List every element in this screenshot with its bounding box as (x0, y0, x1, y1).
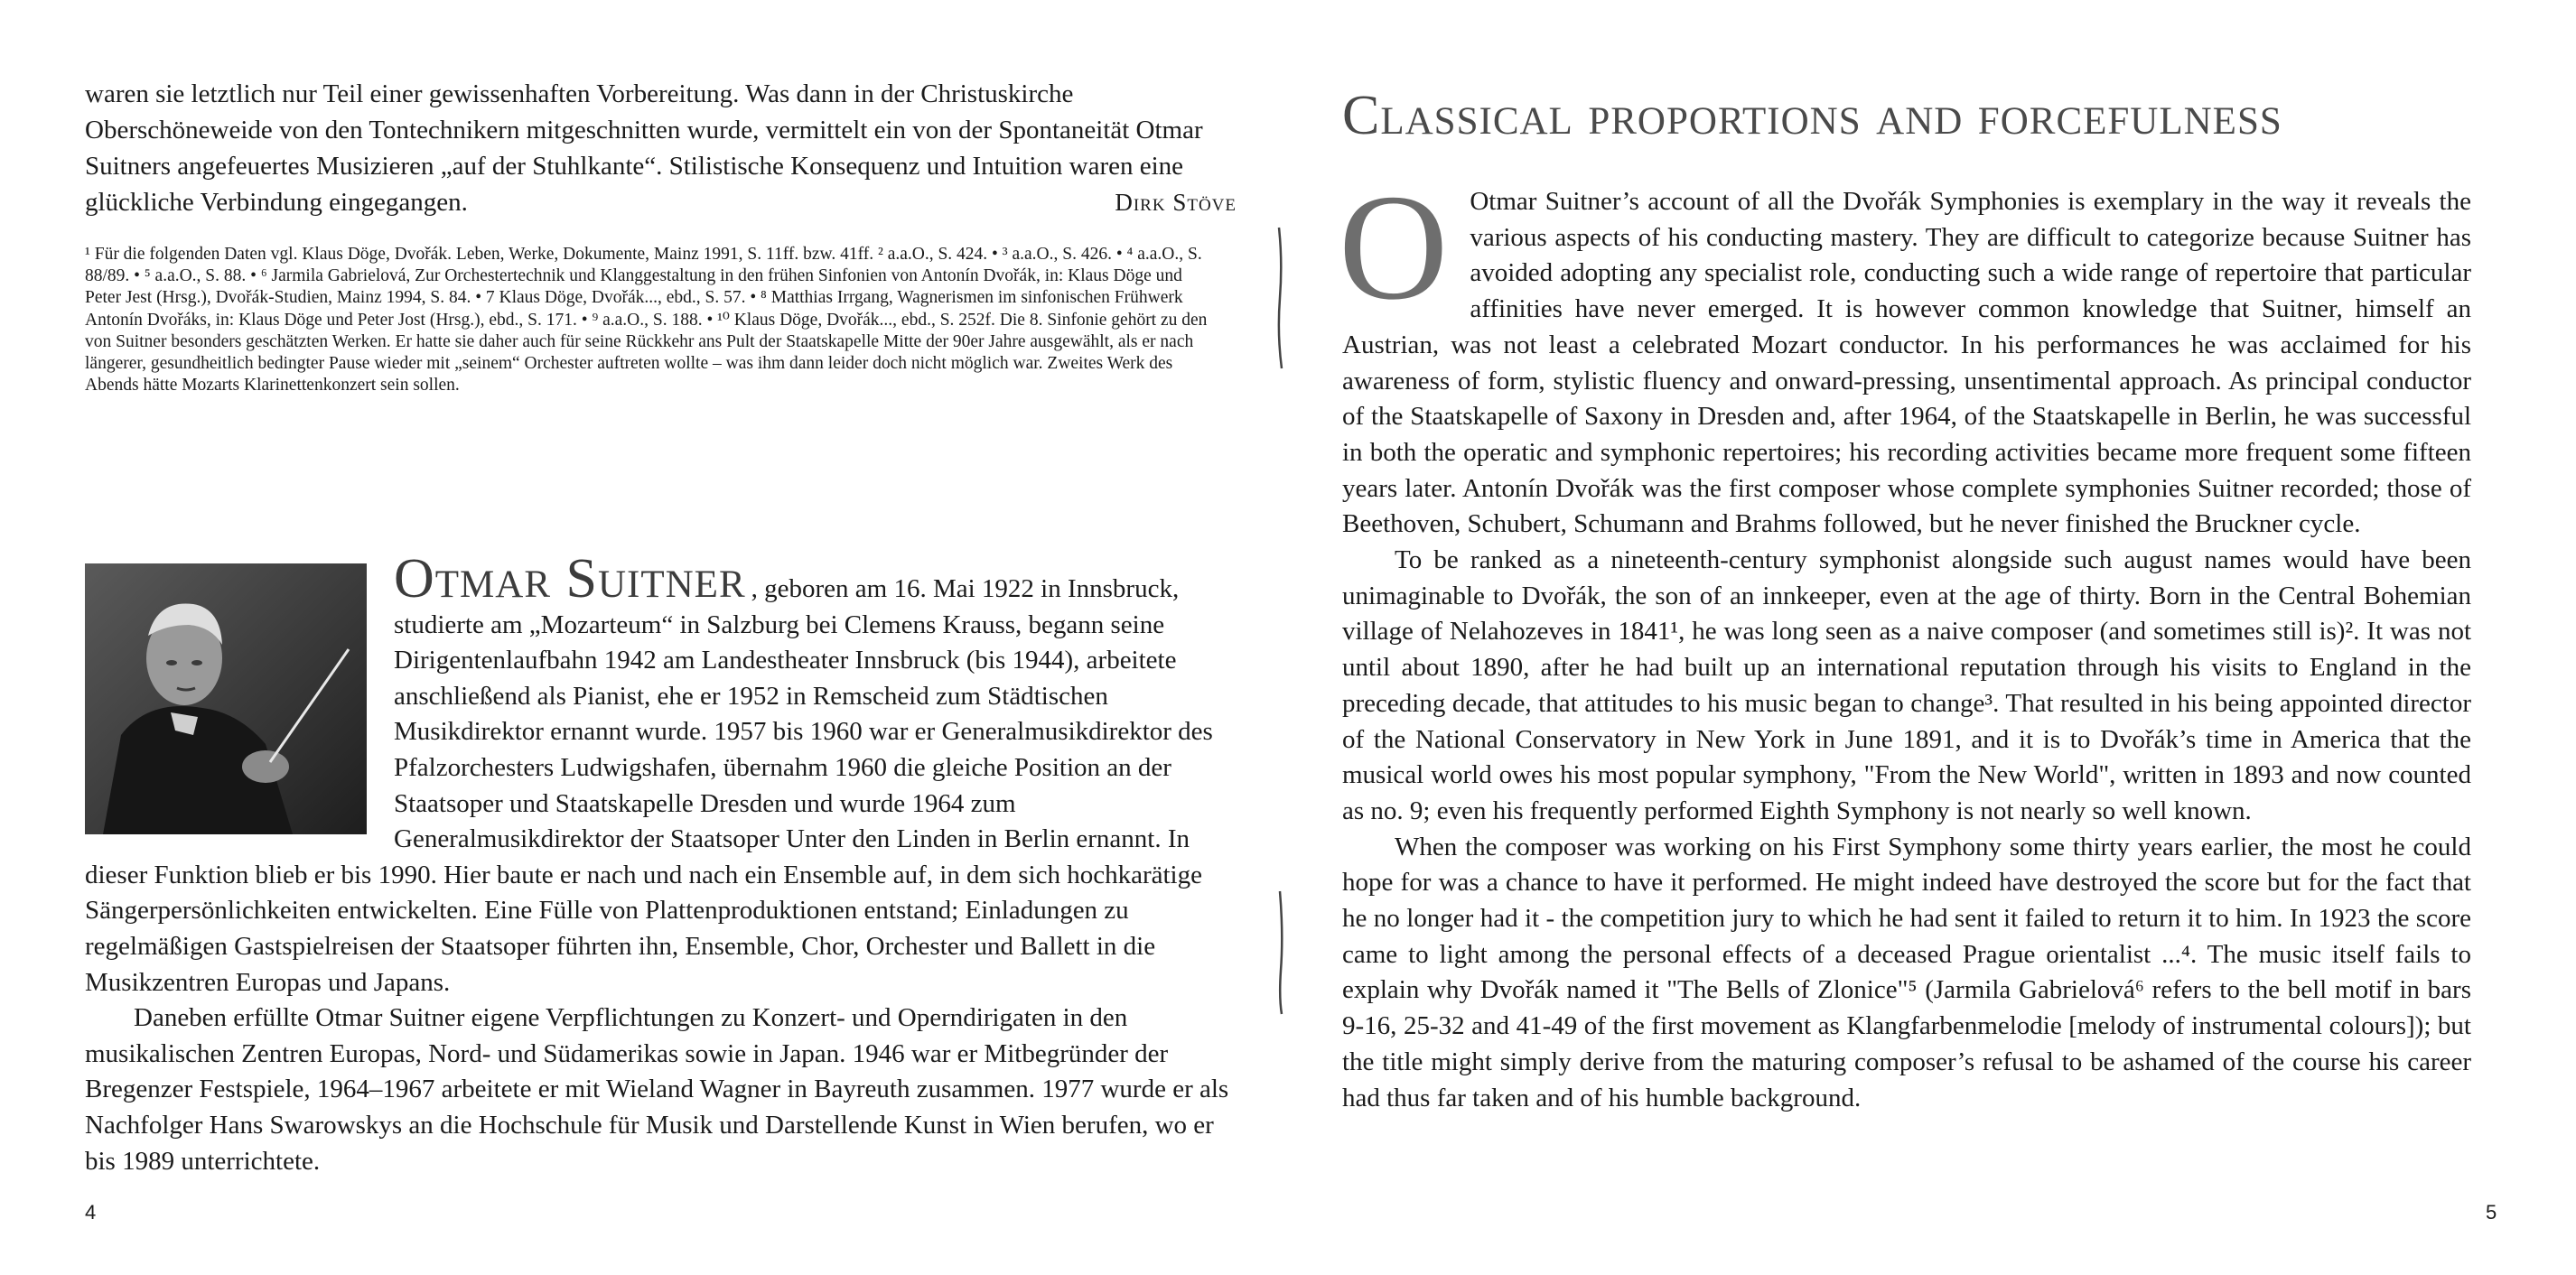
essay-paragraph-1 (1339, 163, 2471, 543)
carry-over-paragraph (85, 76, 1237, 220)
carry-over-text: waren sie letztlich nur Teil einer gewissenhaften Vorbereitung. Was dann in der Christuskirche Oberschöneweide von den Tontechnikern mitgeschnitten wurde, vermittelt ein von der Spontaneität Otmar Suitners angefeuertes Musizieren „auf der Stuhlkante“. Stilistische Konsequenz und Intuition waren eine glückliche Verbindung eingegangen. (85, 79, 1203, 217)
binding-mark-lower (1275, 889, 1286, 1016)
conductor-portrait-photo (85, 563, 367, 834)
essay-paragraph-1-text: Otmar Suitner’s account of all the Dvořák Symphonies is exemplary in the way it reveals the various aspects of his conducting mastery. They are difficult to categorize because Suitner has avoided adopting any specialist role, conducting such a wide range of repertoire that particular affinities have never emerged. It is however common knowledge that Suitner, himself an Austrian, was not least a celebrated Mozart conductor. In his performances he was acclaimed for his awareness of form, stylistic fluency and onward-pressing, unsentimental approach. As principal conductor of the Staatskapelle of Saxony in Dresden and, after 1964, of the Staatskapelle in Berlin, he was successful in both the operatic and symphonic repertoires; his recording activities became more frequent some fifteen years later. Antonín Dvořák was the first composer whose complete symphonies Suitner recorded; those of Beethoven, Schubert, Schumann and Brahms followed, but he never finished the Bruckner cycle. (1342, 187, 2471, 539)
bio-name: Otmar Suitner (394, 548, 746, 610)
right-page (1288, 0, 2576, 1275)
bio-paragraph-2: Daneben erfüllte Otmar Suitner eigene Verpflichtungen zu Konzert- und Operndirigaten in den musikalischen Zentren Europas, Nord- und Südamerikas sowie in Japan. 1946 war er Mitbegründer der Bregenzer Festspiele, 1964–1967 arbeitete er mit Wieland Wagner in Bayreuth zusammen. 1977 wurde er als Nachfolger Hans Swarowskys an die Hochschule für Musik und Darstellende Kunst in Wien berufen, wo er bis 1989 unterrichtete. (85, 1003, 1229, 1176)
bio-paragraph-1-text: , geboren am 16. Mai 1922 in Innsbruck, studierte am „Mozarteum“ in Salzburg bei Clemens Krauss, begann seine Dirigentenlaufbahn 1942 am Landestheater Innsbruck (bis 1944), arbeitete anschließend als Pianist, ehe er 1952 in Remscheid zum Städtischen Musikdirektor ernannt wurde. 1957 bis 1960 war er Generalmusikdirektor des Pfalzorchesters Ludwigshafen, übernahm 1960 die gleiche Position an der Staatsoper und Staatskapelle Dresden und wurde 1964 zum Generalmusikdirektor der Staatsoper Unter den Linden in Berlin ernannt. In dieser Funktion blieb er bis 1990. Hier baute er nach und nach ein Ensemble auf, in dem sich hochkarätige Sängerpersönlichkeiten entwickelten. Eine Fülle von Plattenproduktionen entstand; Einladungen zu regelmäßigen Gastspielreisen der Staatsoper führten ihn, Ensemble, Chor, Orchester und Ballett in die Musikzentren Europas und Japans. (85, 574, 1213, 997)
binding-mark-upper (1275, 226, 1286, 370)
footnotes: ¹ Für die folgenden Daten vgl. Klaus Döge, Dvořák. Leben, Werke, Dokumente, Mainz 1991, S. 11ff. bzw. 41ff. ² a.a.O., S. 424. • ³ a.a.O., S. 426. • ⁴ a.a.O., S. 88/89. • ⁵ a.a.O., S. 88. • ⁶ Jarmila Gabrielová, Zur Orchestertechnik und Klanggestaltung in den frühen Sinfonien von Antonín Dvořák, in: Klaus Döge und Peter Jest (Hrsg.), Dvořák-Studien, Mainz 1994, S. 84. • 7 Klaus Döge, Dvořák..., ebd., S. 57. • ⁸ Matthias Irrgang, Wagnerismen im sinfonischen Frühwerk Antonín Dvořáks, in: Klaus Döge und Peter Jost (Hrsg.), ebd., S. 171. • ⁹ a.a.O., S. 188. • ¹⁰ Klaus Döge, Dvořák..., ebd., S. 252f. Die 8. Sinfonie gehört zu den von Suitner besonders geschätzten Werken. Er hatte sie daher auch für seine Rückkehr ans Pult der Staatskapelle Mitte der 90er Jahre ausgewählt, als er nach längerer, gesundheitlich bedingter Pause wieder mit „seinem“ Orchester auftreten wollte – was ihm dann leider doch nicht möglich war. Zweites Werk des Abends hätte Mozarts Klarinettenkonzert sein sollen. (85, 245, 1208, 396)
essay-paragraph-3: When the composer was working on his First Symphony some thirty years earlier, the most he could hope for was a chance to have it performed. He might indeed have destroyed the score but for the fact that he no longer had it - the competition jury to which he had sent it failed to return it to him. In 1923 the score came to light among the personal effects of a deceased Prague orientalist ...⁴. The music itself fails to explain why Dvořák named it "The Bells of Zlonice"⁵ (Jarmila Gabrielová⁶ refers to the bell motif in bars 9-16, 25-32 and 41-49 of the first movement as Klangfarbenmelodie [melody of instrumental colours]); but the title might simply derive from the maturing composer’s refusal to be ashamed of the course his career had thus far taken and of his humble background. (1342, 832, 2471, 1112)
page-number-right: 5 (2486, 1201, 2497, 1224)
author-signature: Dirk Stöve (1115, 189, 1237, 216)
essay-paragraph-2: To be ranked as a nineteenth-century symphonist alongside such august names would have been unimaginable to Dvořák, the son of an innkeeper, even at the age of thirty. Born in the Central Bohemian village of Nelahozeves in 1841¹, he was long seen as a naive composer (and sometimes still is)². It was not until about 1890, after he had built up an international reputation through his visits to England in the preceding decade, that attitudes to his music began to change³. That resulted in his being appointed director of the National Conservatory in New York in June 1891, and it is to Dvořák’s time in America that the musical world owes his most popular symphony, "From the New World", written in 1893 and now counted as no. 9; even his frequently performed Eighth Symphony is not nearly so well known. (1342, 545, 2471, 825)
drop-cap: O (1339, 163, 1449, 331)
section-heading: Classical proportions and forcefulness (1342, 85, 2282, 146)
page-number-left: 4 (85, 1201, 97, 1224)
conductor-portrait-illustration (85, 563, 367, 834)
essay-body (1339, 163, 2471, 1116)
biography-section (85, 548, 1241, 1179)
